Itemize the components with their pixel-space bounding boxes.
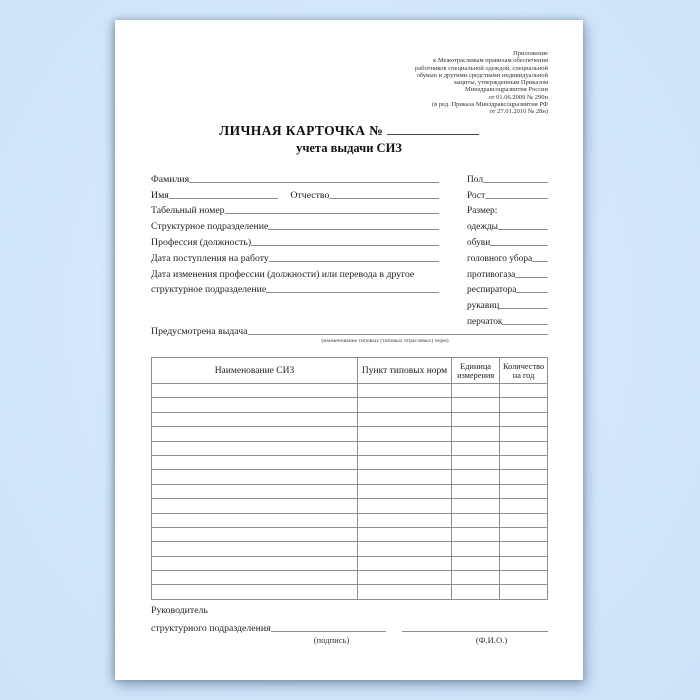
table-cell [452, 455, 500, 469]
table-row [152, 455, 548, 469]
table-cell [357, 412, 451, 426]
field-label: Отчество [290, 189, 330, 201]
field-size-headgear [467, 249, 548, 265]
field-label: противогаза [467, 269, 516, 280]
legal-reference-header [415, 50, 548, 116]
column-header-norm-clause: Пункт типовых норм [357, 358, 451, 384]
table-cell [152, 585, 358, 599]
table-cell [500, 398, 548, 412]
table-cell [452, 384, 500, 398]
table-cell [500, 499, 548, 513]
table-row [152, 427, 548, 441]
field-size-clothing [467, 217, 548, 233]
siz-issue-table [151, 357, 548, 600]
field-label: Табельный номер [151, 205, 225, 217]
field-change-profession-text [151, 265, 439, 281]
field-personnel-number [151, 202, 439, 218]
field-size-respirator [467, 281, 548, 297]
table-header [152, 358, 548, 384]
table-cell [357, 441, 451, 455]
table-cell [500, 585, 548, 599]
table-cell [452, 412, 500, 426]
table-cell [152, 556, 358, 570]
field-label: Фамилия [151, 173, 190, 185]
table-cell [357, 571, 451, 585]
column-header-siz-name: Наименование СИЗ [152, 358, 358, 384]
table-cell [152, 542, 358, 556]
table-cell [452, 441, 500, 455]
table-cell [152, 527, 358, 541]
fill-in-line [169, 198, 279, 199]
header-line: от 01.06.2009 № 290н [488, 93, 548, 101]
table-cell [357, 455, 451, 469]
table-cell [357, 499, 451, 513]
field-label: рукавиц [467, 301, 500, 312]
field-size-gas-mask [467, 265, 548, 281]
fill-in-line [499, 308, 548, 309]
header-line: от 27.01.2010 № 28н) [489, 108, 548, 116]
header-line: Минздравсоцразвития России [464, 86, 548, 94]
fill-in-line [251, 245, 439, 246]
issue-norms-caption: (наименование типовых (типовых отраслевых) норм) [321, 338, 449, 344]
header-line: к Межотраслевым правилам обеспечения [433, 57, 548, 65]
table-cell [500, 470, 548, 484]
field-size-mittens [467, 296, 548, 312]
name-fill-in-line [402, 631, 548, 632]
fill-in-line [490, 245, 548, 246]
field-label: Структурное подразделение [151, 221, 269, 233]
signature-role-line-1: Руководитель [151, 605, 208, 616]
table-cell [500, 441, 548, 455]
table-cell [357, 427, 451, 441]
table-row [152, 499, 548, 513]
table-cell [500, 455, 548, 469]
title-line-2: учета выдачи СИЗ [296, 141, 402, 155]
field-issue-norms [151, 322, 548, 338]
header-line: защиты, утвержденным Приказом [453, 79, 548, 87]
table-cell [357, 398, 451, 412]
fill-in-line [266, 292, 439, 293]
fill-in-line [329, 198, 439, 199]
title-line-1 [115, 123, 583, 139]
fill-in-line [189, 182, 439, 183]
table-cell [500, 484, 548, 498]
fill-in-line [485, 198, 548, 199]
field-label: Профессия (должность) [151, 236, 252, 248]
table-cell [452, 398, 500, 412]
signature-fill-in-line [271, 631, 386, 632]
table-cell [357, 513, 451, 527]
field-profession [151, 233, 439, 249]
table-header-row [152, 358, 548, 384]
table-cell [152, 412, 358, 426]
siz-table-body [152, 384, 548, 600]
fill-in-line [248, 334, 548, 335]
field-hire-date [151, 249, 439, 265]
table-cell [500, 513, 548, 527]
field-change-department [151, 281, 439, 297]
fill-in-line [269, 261, 439, 262]
table-cell [452, 571, 500, 585]
header-line: (в ред. Приказа Минздравсоцразвития РФ [431, 101, 548, 109]
field-label: Рост [467, 190, 486, 201]
table-cell [500, 571, 548, 585]
table-cell [452, 470, 500, 484]
table-cell [357, 556, 451, 570]
field-label: Размер: [467, 206, 498, 217]
column-header-qty-per-year: Количество на год [500, 358, 548, 384]
fill-in-line [516, 292, 548, 293]
table-cell [500, 384, 548, 398]
fill-in-line [532, 261, 548, 262]
field-height [467, 186, 548, 202]
fill-in-line [483, 182, 548, 183]
fill-in-line [515, 277, 548, 278]
table-cell [452, 499, 500, 513]
signature-caption: (подпись) [313, 635, 350, 645]
title-text: ЛИЧНАЯ КАРТОЧКА № [219, 123, 384, 138]
header-line: Приложение [513, 50, 548, 57]
table-cell [500, 412, 548, 426]
field-label: обуви [467, 237, 491, 248]
table-row [152, 484, 548, 498]
card-number-blank [387, 124, 479, 135]
table-row [152, 384, 548, 398]
field-size-heading [467, 202, 548, 218]
table-cell [452, 513, 500, 527]
table-row [152, 585, 548, 599]
table-cell [152, 513, 358, 527]
table-cell [452, 484, 500, 498]
table-cell [152, 484, 358, 498]
fields-right-column [467, 170, 548, 328]
field-name-patronymic [151, 186, 439, 202]
page-title [115, 123, 583, 156]
table-cell [152, 470, 358, 484]
signature-captions [151, 635, 548, 649]
table-cell [357, 484, 451, 498]
field-label: Пол [467, 174, 484, 185]
table-cell [500, 556, 548, 570]
table-cell [500, 427, 548, 441]
field-label: структурное подразделение [151, 284, 267, 296]
table-cell [152, 441, 358, 455]
table-cell [152, 571, 358, 585]
table-row [152, 571, 548, 585]
fill-in-line [498, 229, 548, 230]
full-name-caption: (Ф.И.О.) [475, 635, 508, 645]
signature-role-line-2: структурного подразделения [151, 623, 271, 634]
table-cell [152, 427, 358, 441]
field-label: одежды [467, 222, 498, 233]
table-cell [357, 542, 451, 556]
field-label: Дата изменения профессии (должности) или перевода в другое [151, 268, 415, 280]
table-cell [452, 427, 500, 441]
table-cell [500, 527, 548, 541]
header-line: обувью и другими средствами индивидуальной [416, 71, 548, 79]
table-row [152, 441, 548, 455]
table-cell [452, 556, 500, 570]
field-surname [151, 170, 439, 186]
field-label: перчаток [467, 316, 503, 327]
fill-in-line [268, 229, 439, 230]
table-row [152, 412, 548, 426]
field-sex [467, 170, 548, 186]
table-cell [357, 585, 451, 599]
fields-left-column [151, 170, 439, 296]
field-label: респиратора [467, 285, 517, 296]
header-line: работников специальной одеждой, специальной [415, 64, 548, 72]
table-cell [152, 398, 358, 412]
table-cell [152, 455, 358, 469]
table-cell [357, 470, 451, 484]
field-label: Имя [151, 189, 169, 201]
table-row [152, 527, 548, 541]
field-size-footwear [467, 233, 548, 249]
field-label: Предусмотрена выдача [151, 325, 248, 337]
fill-in-line [225, 213, 439, 214]
table-row [152, 398, 548, 412]
field-label: головного убора [467, 253, 533, 264]
table-row [152, 542, 548, 556]
table-cell [452, 527, 500, 541]
signature-block [151, 605, 548, 649]
form-page [115, 20, 583, 680]
table-cell [152, 499, 358, 513]
table-cell [357, 384, 451, 398]
table-row [152, 470, 548, 484]
signature-row [151, 619, 548, 635]
table-cell [452, 585, 500, 599]
table-row [152, 513, 548, 527]
table-cell [152, 384, 358, 398]
table-row [152, 556, 548, 570]
table-cell [357, 527, 451, 541]
table-cell [500, 542, 548, 556]
field-label: Дата поступления на работу [151, 252, 269, 264]
column-header-unit: Единица измерения [452, 358, 500, 384]
field-department [151, 217, 439, 233]
table-cell [452, 542, 500, 556]
